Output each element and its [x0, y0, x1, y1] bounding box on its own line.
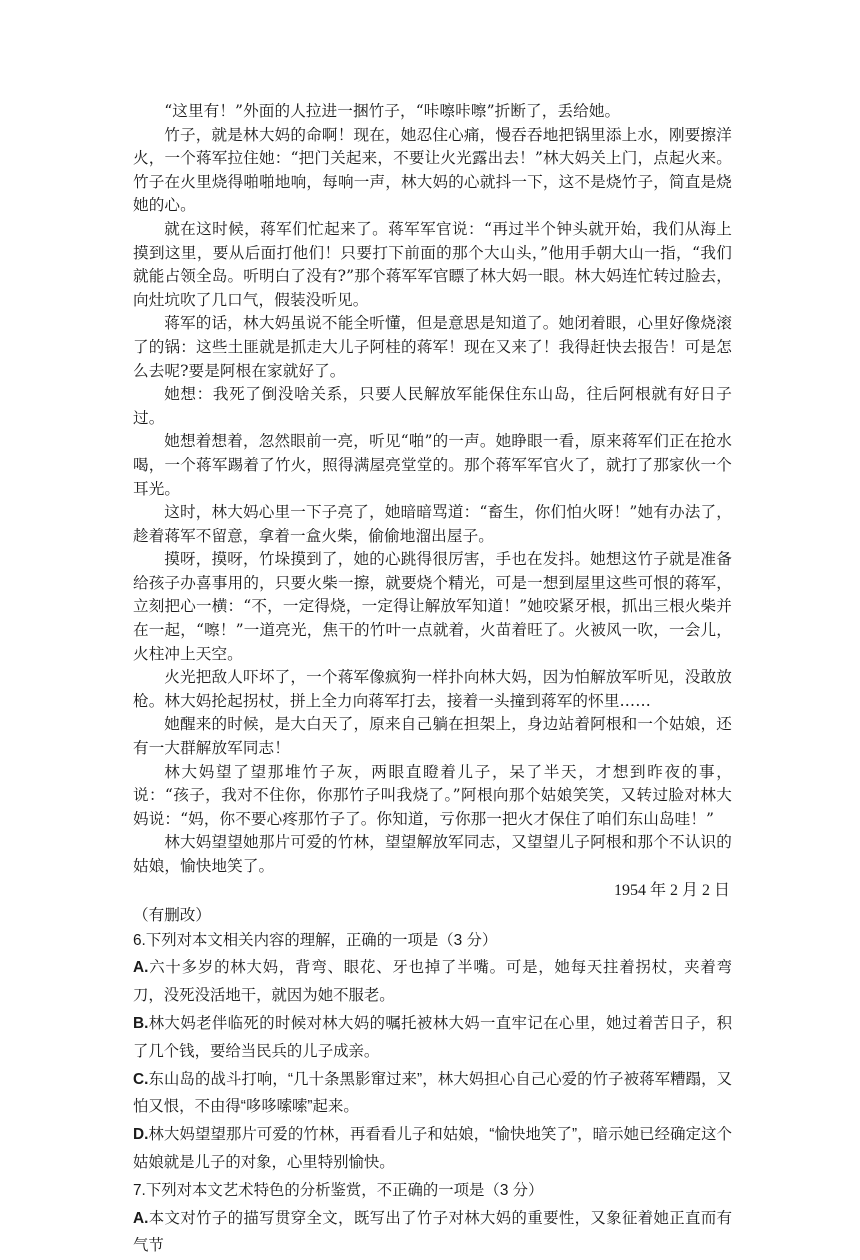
- story-date: 1954 年 2 月 2 日: [613, 881, 730, 899]
- question-6: [133, 927, 732, 1177]
- question-stem: 7.下列对本文艺术特色的分析鉴赏，不正确的一项是（3 分）: [133, 1181, 544, 1199]
- option-letter: C.: [133, 1070, 149, 1088]
- option-text: 六十多岁的林大妈，背弯、眼花、牙也掉了半嘴。可是，她每天拄着拐杖，夹着弯刀，没死没活地干，就因为她不服老。: [133, 959, 732, 1005]
- story-paragraph: 她想着想着，忽然眼前一亮，听见“啪”的一声。她睁眼一看，原来蒋军们正在抢水喝，一个蒋军踢着了竹火，照得满屋亮堂堂的。那个蒋军军官火了，就打了那家伙一个耳光。: [133, 432, 732, 498]
- abridged-note: （有删改）: [133, 905, 211, 924]
- story-paragraph: 竹子，就是林大妈的命啊！现在，她忍住心痛，慢吞吞地把锅里添上水，刚要擦洋火，一个蒋军拉住她：“把门关起来，不要让火光露出去！”林大妈关上门，点起火来。竹子在火里烧得啪啪地响，每响一声，林大妈的心就抖一下，这不是烧竹子，简直是烧她的心。: [133, 125, 732, 215]
- option-b: [133, 1010, 732, 1066]
- story-body: [133, 100, 732, 879]
- story-paragraph: 就在这时候，蒋军们忙起来了。蒋军军官说：“再过半个钟头就开始，我们从海上摸到这里，要从后面打他们！只要打下前面的那个大山头，”他用手朝大山一指，“我们就能占领全岛。听明白了没有?”那个蒋军军官瞟了林大妈一眼。林大妈连忙转过脸去，向灶坑吹了几口气，假装没听见。: [133, 219, 732, 309]
- story-paragraph: 林大妈望了望那堆竹子灰，两眼直瞪着儿子，呆了半天，才想到昨夜的事，说：“孩子，我对不住你，你那竹子叫我烧了。”阿根向那个姑娘笑笑，又转过脸对林大妈说：“妈，你不要心疼那竹子了。你知道，亏你那一把火才保住了咱们东山岛哇！”: [133, 762, 732, 828]
- option-a: [133, 1205, 732, 1260]
- story-paragraph: 摸呀，摸呀，竹垛摸到了，她的心跳得很厉害，手也在发抖。她想这竹子就是准备给孩子办喜事用的，只要火柴一擦，就要烧个精光，可是一想到屋里这些可恨的蒋军，立刻把心一横：“不，一定得烧，一定得让解放军知道！”她咬紧牙根，抓出三根火柴并在一起，“嚓！”一道亮光，焦干的竹叶一点就着，火苗着旺了。火被风一吹，一会儿，火柱冲上天空。: [133, 550, 732, 663]
- option-text: 本文对竹子的描写贯穿全文，既写出了竹子对林大妈的重要性，又象征着她正直而有气节: [133, 1209, 732, 1255]
- option-d: [133, 1121, 732, 1177]
- story-paragraph: 这时，林大妈心里一下子亮了，她暗暗骂道：“畜生，你们怕火呀！”她有办法了，趁着蒋军不留意，拿着一盒火柴，偷偷地溜出屋子。: [133, 503, 732, 545]
- story-paragraph: “这里有！”外面的人拉进一捆竹子，“咔嚓咔嚓”折断了，丢给她。: [164, 102, 621, 120]
- option-letter: A.: [133, 959, 149, 977]
- story-paragraph: 蒋军的话，林大妈虽说不能全听懂，但是意思是知道了。她闭着眼，心里好像烧滚了的锅：这些土匪就是抓走大儿子阿桂的蒋军！现在又来了！我得赶快去报告！可是怎么去呢?要是阿根在家就好了。: [133, 314, 732, 380]
- question-stem: 6.下列对本文相关内容的理解，正确的一项是（3 分）: [133, 931, 498, 949]
- option-text: 林大妈老伴临死的时候对林大妈的嘱托被林大妈一直牢记在心里，她过着苦日子，积了几个钱，要给当民兵的儿子成亲。: [133, 1014, 732, 1060]
- question-7: [133, 1177, 732, 1260]
- option-letter: A.: [133, 1209, 149, 1227]
- option-letter: B.: [133, 1014, 149, 1032]
- story-paragraph: 林大妈望望她那片可爱的竹林，望望解放军同志，又望望儿子阿根和那个不认识的姑娘，愉快地笑了。: [133, 833, 732, 875]
- story-paragraph: 火光把敌人吓坏了，一个蒋军像疯狗一样扑向林大妈，因为怕解放军听见，没敢放枪。林大妈抡起拐杖，拼上全力向蒋军打去，接着一头撞到蒋军的怀里……: [133, 668, 732, 710]
- option-a: [133, 954, 732, 1010]
- option-letter: D.: [133, 1126, 149, 1144]
- option-text: 林大妈望望那片可爱的竹林，再看看儿子和姑娘，“愉快地笑了”，暗示她已经确定这个姑娘就是儿子的对象，心里特别愉快。: [133, 1126, 732, 1171]
- option-c: [133, 1066, 732, 1122]
- option-text: 东山岛的战斗打响，“几十条黑影窜过来”，林大妈担心自己心爱的竹子被蒋军糟蹋，又怕又恨，不由得“哆哆嗦嗦”起来。: [133, 1070, 732, 1116]
- story-paragraph: 她想：我死了倒没啥关系，只要人民解放军能保住东山岛，往后阿根就有好日子过。: [133, 385, 732, 427]
- story-paragraph: 她醒来的时候，是大白天了，原来自己躺在担架上，身边站着阿根和一个姑娘，还有一大群解放军同志！: [133, 715, 732, 758]
